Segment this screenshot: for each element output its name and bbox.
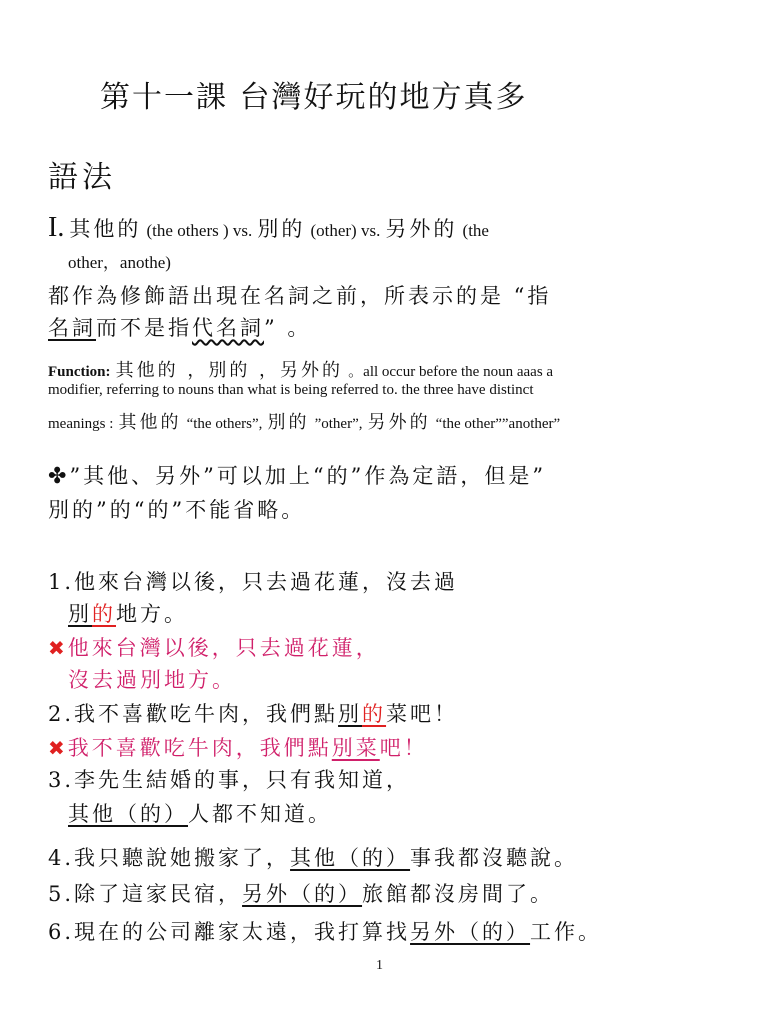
rule-not: 而不是指 xyxy=(96,316,192,340)
example-2 xyxy=(48,698,458,728)
example-6-text: 6.現在的公司離家太遠，我打算找 xyxy=(48,920,411,944)
meaning-biede: 別的 xyxy=(267,412,310,433)
example-1b xyxy=(68,598,188,628)
meaning-qita-en: “the others”, xyxy=(186,416,263,432)
wrong-2-text: 我不喜歡吃牛肉，我們點 xyxy=(67,736,332,760)
function-terms: 其他的 ，別的 ，另外的 xyxy=(115,360,344,381)
meaning-lingwai: 另外的 xyxy=(367,412,431,433)
rule-end: ” 。 xyxy=(264,316,312,340)
note-text-1: ”其他、另外”可以加上“的”作為定語，但是” xyxy=(69,464,547,488)
page-number: 1 xyxy=(376,958,383,973)
example-5-end: 旅館都沒房間了。 xyxy=(362,882,555,906)
term-qita: 其他的 xyxy=(69,217,142,241)
rule-line-2 xyxy=(48,312,311,342)
example-5 xyxy=(48,878,554,908)
example-4-text: 4.我只聽說她搬家了， xyxy=(48,846,291,870)
wrong-2-biecai: 別菜 xyxy=(331,736,380,760)
example-6-end: 工作。 xyxy=(530,920,603,944)
example-5-lingwai: 另外（的） xyxy=(242,882,363,906)
wrong-example-2 xyxy=(48,732,428,762)
example-2-text: 2.我不喜歡吃牛肉，我們點 xyxy=(48,702,339,726)
example-5-text: 5.除了這家民宿， xyxy=(48,882,243,906)
example-6 xyxy=(48,916,602,946)
rule-pronoun: 代名詞 xyxy=(192,316,264,340)
term-lingwai-en: (the xyxy=(462,221,489,240)
point-1-heading xyxy=(48,212,489,244)
rule-line-1: 都作為修飾語出現在名詞之前，所表示的是 “指 xyxy=(48,284,552,308)
example-3b xyxy=(68,798,332,828)
meanings-label: meanings : xyxy=(48,416,114,432)
example-1a: 1.他來台灣以後，只去過花蓮，沒去過 xyxy=(48,570,459,594)
cross-icon: ✖ xyxy=(48,736,68,760)
example-4-qita: 其他（的） xyxy=(290,846,411,870)
function-line-3 xyxy=(48,408,560,434)
example-3-end: 人都不知道。 xyxy=(188,802,332,826)
example-2-end: 菜吧！ xyxy=(386,702,459,726)
function-text: 。all occur before the noun aaas a xyxy=(348,364,554,380)
wrong-2-end: 吧！ xyxy=(379,736,428,760)
four-leaf-icon: ✤ xyxy=(48,464,70,489)
cross-icon: ✖ xyxy=(48,636,68,660)
example-4-end: 事我都沒聽說。 xyxy=(410,846,579,870)
term-biede-en: (other) vs. xyxy=(310,221,381,240)
example-6-lingwai: 另外（的） xyxy=(410,920,531,944)
example-3-qita: 其他（的） xyxy=(68,802,188,826)
wrong-example-1a xyxy=(48,632,380,662)
term-lingwai: 另外的 xyxy=(385,217,458,241)
function-line-1 xyxy=(48,356,553,382)
note-line-1 xyxy=(48,460,546,490)
term-biede: 別的 xyxy=(257,217,306,241)
point-1-continuation: other，anothe) xyxy=(68,253,171,272)
example-2-bie: 別 xyxy=(338,702,363,726)
example-1-end: 地方。 xyxy=(116,602,188,626)
section-heading: 語法 xyxy=(48,160,116,195)
wrong-example-1b: 沒去過別地方。 xyxy=(68,668,236,692)
meaning-lingwai-en: “the other””another” xyxy=(435,416,561,432)
meaning-qita: 其他的 xyxy=(118,412,182,433)
example-4 xyxy=(48,842,578,872)
meaning-biede-en: ”other”, xyxy=(314,416,363,432)
function-label: Function: xyxy=(48,364,111,380)
example-2-de: 的 xyxy=(362,702,387,726)
term-qita-en: (the others ) vs. xyxy=(146,221,253,240)
lesson-title: 第十一課 台灣好玩的地方真多 xyxy=(100,80,528,115)
function-line-2: modifier, referring to nouns than what is being referred to. the three have distinct xyxy=(48,382,534,398)
example-1-de: 的 xyxy=(92,602,116,626)
note-line-2: 別的”的“的”不能省略。 xyxy=(48,498,306,522)
wrong-1a-text: 他來台灣以後，只去過花蓮， xyxy=(67,636,380,660)
example-3a: 3.李先生結婚的事，只有我知道， xyxy=(48,768,411,792)
example-1-bie: 別 xyxy=(68,602,92,626)
point-number: I. xyxy=(48,212,65,243)
rule-noun: 名詞 xyxy=(48,316,96,340)
